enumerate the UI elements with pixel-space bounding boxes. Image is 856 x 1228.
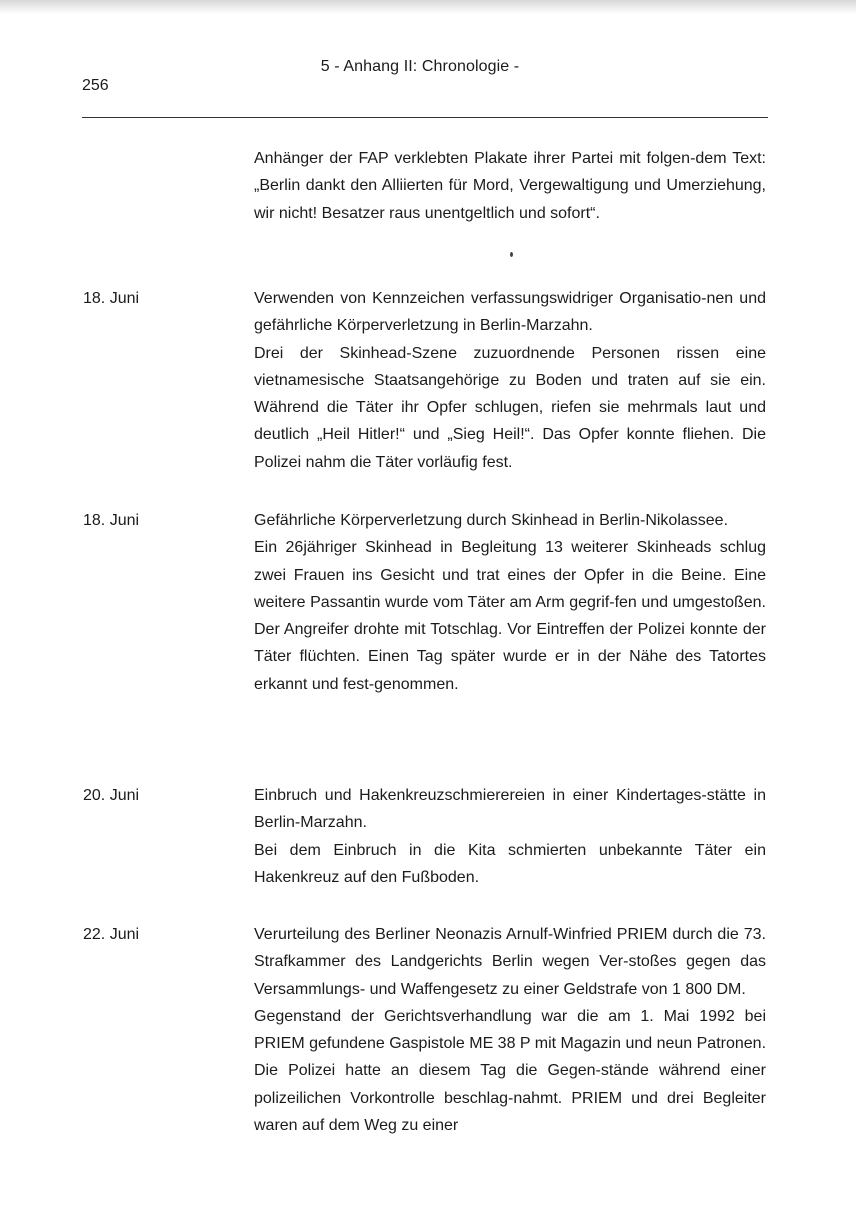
entry-paragraph: Gefährliche Körperverletzung durch Skinhead in Berlin-Nikolassee.: [254, 512, 729, 529]
entry-paragraph: Einbruch und Hakenkreuzschmierereien in einer Kindertages-stätte in Berlin-Marzahn.: [254, 787, 766, 832]
entry-paragraph: Verwenden von Kennzeichen verfassungswidriger Organisatio-nen und gefährliche Körperverletzung in Berlin-Marzahn.: [254, 290, 766, 335]
header-divider: [82, 117, 768, 118]
entry-paragraph: Drei der Skinhead-Szene zuzuordnende Personen rissen eine vietnamesische Staatsangehörige zu Boden und traten auf sie ein. Während die Täter ihr Opfer schlugen, riefen sie mehrmals laut und deutlich „Heil Hitler!“ und „Sieg Heil!“. Das Opfer konnte fliehen. Die Polizei nahm die Täter vorläufig fest.: [254, 344, 766, 471]
entry-date: 20. Juni: [83, 787, 140, 804]
entry-text: [254, 285, 766, 476]
entry-text: [254, 782, 766, 891]
entry-text: [254, 145, 766, 227]
entry-paragraph: Ein 26jähriger Skinhead in Begleitung 13 weiterer Skinheads schlug zwei Frauen ins Gesicht und trat eines der Opfer in die Beine. Eine weitere Passantin wurde vom Täter am Arm gegrif-fen und umgestoßen. Der Angreifer drohte mit Totschlag. Vor Eintreffen der Polizei konnte der Täter flüchten. Einen Tag später wurde er in der Nähe des Tatortes erkannt und fest-genommen.: [254, 539, 766, 693]
entry-text: [254, 507, 766, 698]
entry-date: 18. Juni: [83, 290, 140, 307]
entry-text: [254, 921, 766, 1139]
entry-paragraph: Gegenstand der Gerichtsverhandlung war die am 1. Mai 1992 bei PRIEM gefundene Gaspistole ME 38 P mit Magazin und neun Patronen. Die Polizei hatte an diesem Tag die Gegen-stände während einer polizeilichen Vorkontrolle beschlag-nahmt. PRIEM und drei Begleiter waren auf dem Weg zu einer: [254, 1007, 767, 1135]
entry-date: 22. Juni: [83, 926, 140, 943]
page-header-title: 5 - Anhang II: Chronologie -: [320, 58, 520, 75]
entry-paragraph: Bei dem Einbruch in die Kita schmierten unbekannte Täter ein Hakenkreuz auf den Fußboden.: [254, 841, 766, 886]
entry-date: 18. Juni: [83, 512, 140, 529]
scan-speck: [510, 252, 513, 257]
entry-paragraph: Anhänger der FAP verklebten Plakate ihrer Partei mit folgen-dem Text: „Berlin dankt den Alliierten für Mord, Vergewaltigung und Umerziehung, wir nicht! Besatzer raus unentgeltlich und sofort“.: [254, 150, 766, 222]
entry-paragraph: Verurteilung des Berliner Neonazis Arnulf-Winfried PRIEM durch die 73. Strafkammer des Landgerichts Berlin wegen Ver-stoßes gegen das Versammlungs- und Waffengesetz zu einer Geldstrafe von 1 800 DM.: [254, 926, 766, 998]
page-number: 256: [82, 77, 109, 94]
scan-edge-shadow: [0, 0, 856, 14]
